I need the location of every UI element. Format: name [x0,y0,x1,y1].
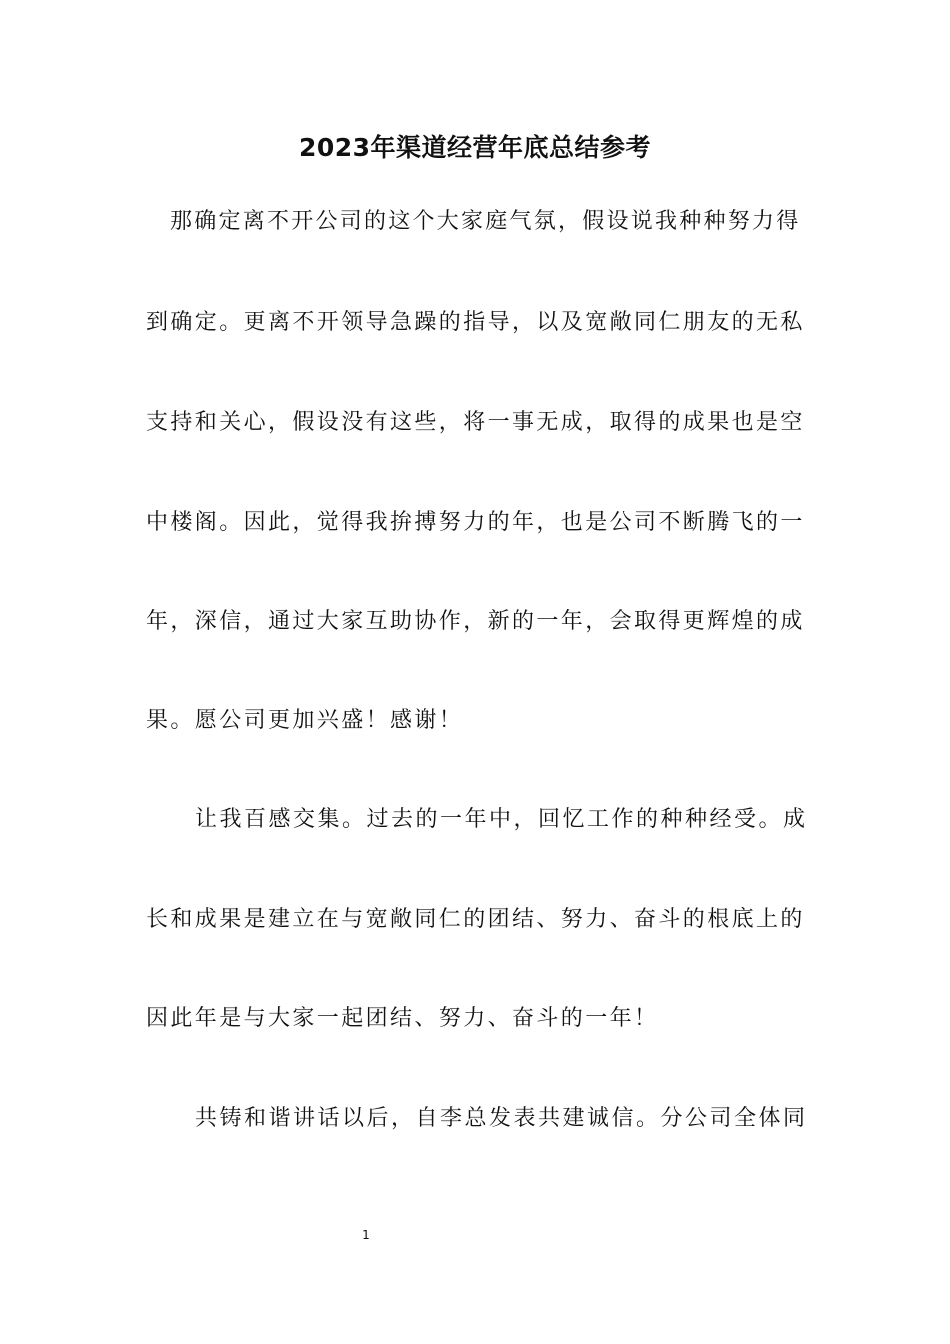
paragraph-line: 中楼阁。因此，觉得我拚搏努力的年，也是公司不断腾飞的一 [146,510,805,535]
page-number: 1 [362,1228,370,1242]
paragraph-line: 因此年是与大家一起团结、努力、奋斗的一年！ [146,1006,659,1031]
paragraph-line: 到确定。更离不开领导急躁的指导，以及宽敞同仁朋友的无私 [146,310,805,335]
paragraph-line: 年，深信，通过大家互助协作，新的一年，会取得更辉煌的成 [146,609,805,634]
paragraph-line: 共铸和谐讲话以后，自李总发表共建诚信。分公司全体同 [195,1106,808,1131]
paragraph-line: 支持和关心，假设没有这些，将一事无成，取得的成果也是空 [146,410,805,435]
paragraph-line: 果。愿公司更加兴盛！感谢！ [146,708,464,733]
document-title: 2023年渠道经营年底总结参考 [298,133,652,162]
paragraph-line: 那确定离不开公司的这个大家庭气氛，假设说我种种努力得 [170,209,801,234]
paragraph-line: 长和成果是建立在与宽敞同仁的团结、努力、奋斗的根底上的 [146,907,805,932]
paragraph-line: 让我百感交集。过去的一年中，回忆工作的种种经受。成 [195,807,808,832]
